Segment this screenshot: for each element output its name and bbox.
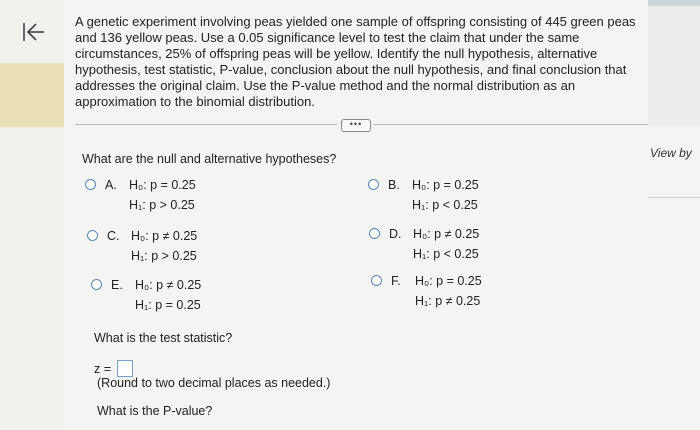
alternative-hypothesis: H₁: p = 0.25 [135, 298, 201, 312]
option-letter: E. [111, 278, 123, 292]
rail-highlight [0, 63, 64, 127]
radio-button[interactable] [91, 279, 102, 290]
z-answer-row [94, 360, 133, 377]
view-by-label[interactable]: View by [650, 146, 692, 160]
radio-button[interactable] [371, 275, 382, 286]
problem-statement: A genetic experiment involving peas yielded one sample of offspring consisting of 445 green peas and 136 yellow peas. Use a 0.05 significance level to test the claim that under the same circumstances, 25% of offspring peas will be yellow. Identify the null hypothesis, alternative hypothesis, test statistic, P-value, conclusion about the null hypothesis, and final conclusion that addresses the original claim. Use the P-value method and the normal distribution as an approximation to the binomial distribution. [75, 14, 636, 109]
option-letter: F. [391, 274, 401, 288]
alternative-hypothesis: H₁: p ≠ 0.25 [415, 294, 481, 308]
alternative-hypothesis: H₁: p > 0.25 [129, 198, 195, 212]
rounding-hint: (Round to two decimal places as needed.) [97, 376, 331, 390]
option-letter: A. [105, 178, 117, 192]
null-hypothesis: H₀: p ≠ 0.25 [131, 229, 198, 243]
back-to-start-icon [20, 20, 48, 44]
alternative-hypothesis: H₁: p < 0.25 [413, 247, 479, 261]
right-panel-divider [648, 197, 700, 198]
z-answer-input[interactable] [117, 360, 133, 377]
null-hypothesis: H₀: p = 0.25 [412, 178, 479, 192]
alternative-hypothesis: H₁: p > 0.25 [131, 249, 197, 263]
section-divider [373, 124, 648, 125]
radio-button[interactable] [85, 179, 96, 190]
radio-button[interactable] [87, 230, 98, 241]
question-test-statistic: What is the test statistic? [94, 331, 233, 345]
section-divider [75, 124, 337, 125]
question-p-value: What is the P-value? [97, 404, 213, 418]
option-letter: C. [107, 229, 120, 243]
back-to-start-button[interactable] [20, 20, 48, 44]
radio-button[interactable] [368, 179, 379, 190]
null-hypothesis: H₀: p = 0.25 [415, 274, 482, 288]
null-hypothesis: H₀: p = 0.25 [129, 178, 196, 192]
alternative-hypothesis: H₁: p < 0.25 [412, 198, 478, 212]
right-panel-band [648, 6, 700, 126]
null-hypothesis: H₀: p ≠ 0.25 [413, 227, 480, 241]
null-hypothesis: H₀: p ≠ 0.25 [135, 278, 202, 292]
z-label: z = [94, 361, 112, 376]
radio-button[interactable] [369, 228, 380, 239]
option-letter: D. [389, 227, 402, 241]
option-letter: B. [388, 178, 400, 192]
more-button[interactable]: ••• [341, 119, 371, 132]
question-hypotheses: What are the null and alternative hypotheses? [82, 152, 337, 166]
